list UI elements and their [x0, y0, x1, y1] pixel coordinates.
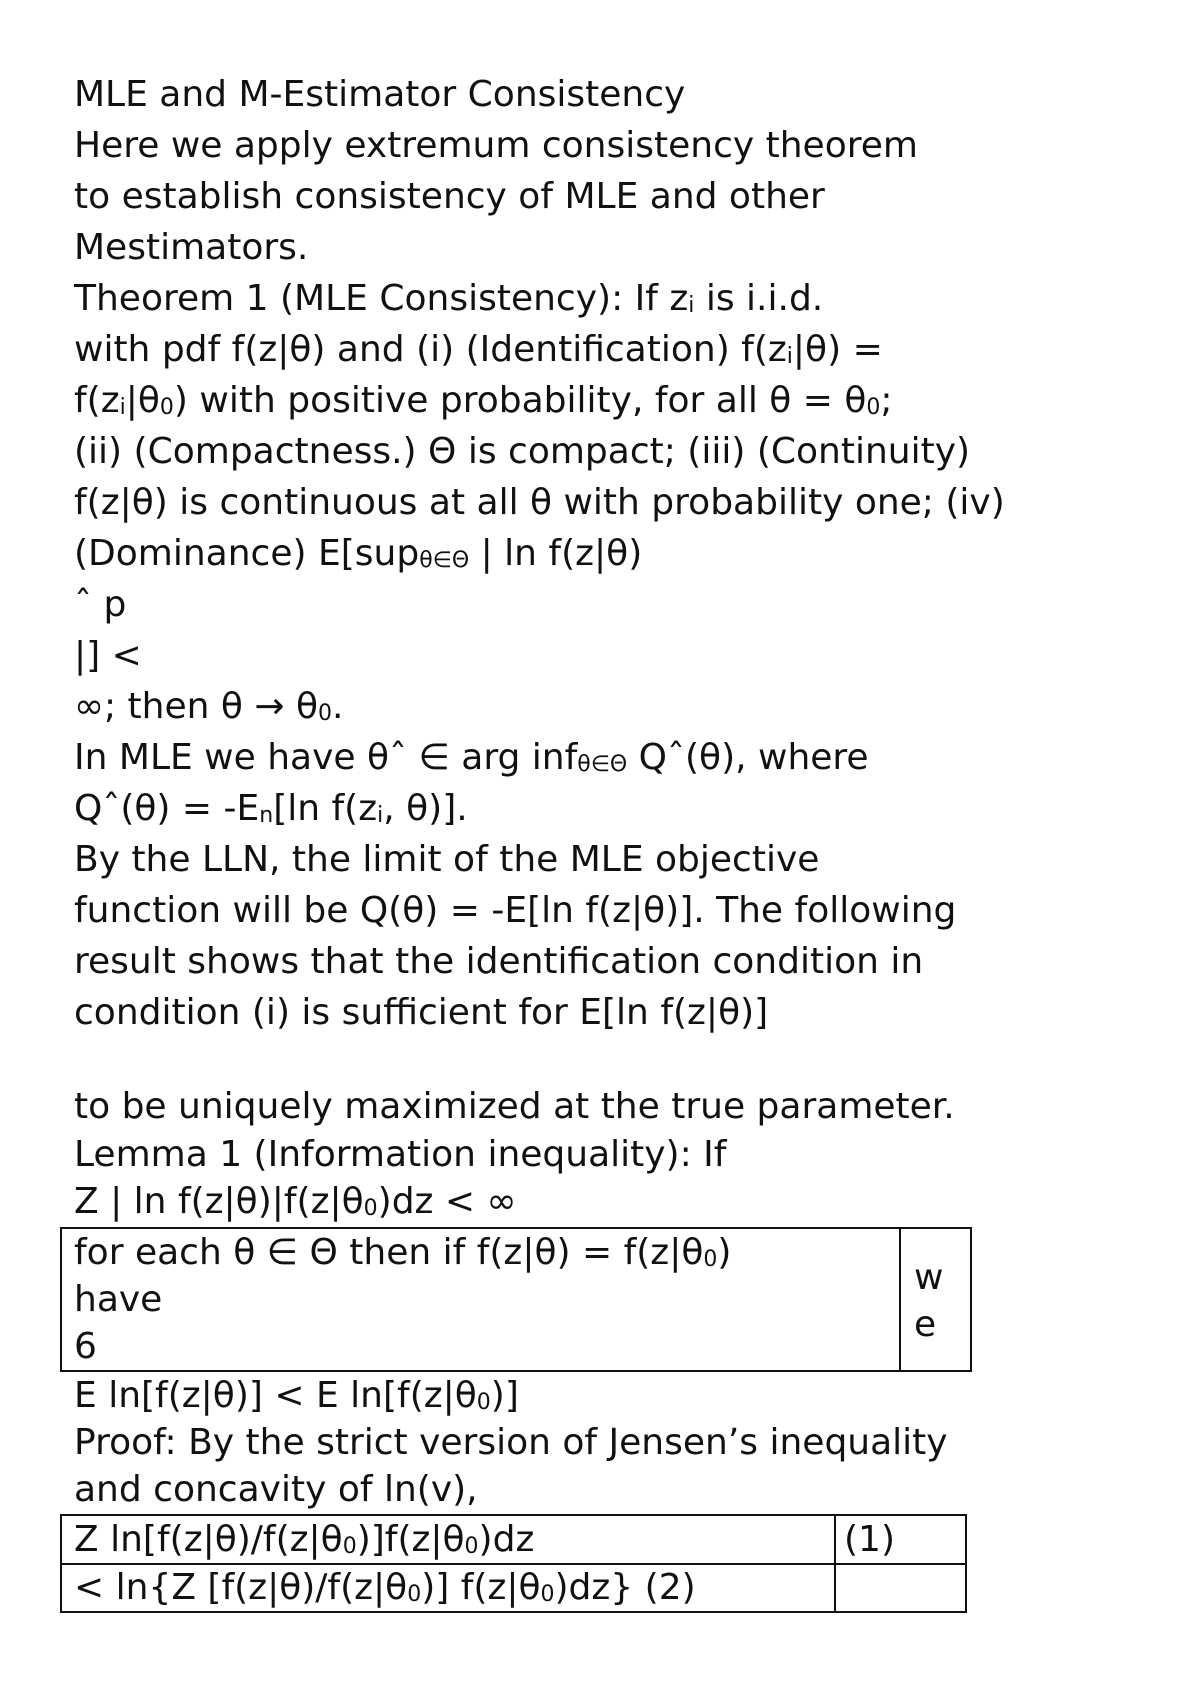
theorem-text: f(z|θ) is continuous at all θ with probability one; (iv)	[74, 482, 1005, 523]
intro-line-2	[74, 175, 825, 219]
lemma-heading	[74, 1133, 726, 1177]
lemma-right-cell-line-2: e	[914, 1304, 937, 1345]
theorem-text: ˆ p	[74, 584, 127, 625]
lemma-text: )dz < ∞	[377, 1181, 517, 1222]
intro-text: Mestimators.	[74, 227, 309, 268]
equation-text: )dz} (2)	[554, 1567, 696, 1608]
lemma-cell-text: )	[717, 1232, 732, 1273]
title-text: MLE and M-Estimator Consistency	[74, 74, 686, 115]
subscript: i	[119, 395, 126, 420]
mle-text: Qˆ(θ), where	[627, 737, 869, 778]
theorem-line-2	[74, 328, 883, 372]
subscript: n	[259, 803, 274, 828]
subscript: θ∈Θ	[419, 548, 470, 573]
theorem-line-5	[74, 481, 1005, 525]
subscript: 0	[476, 1390, 491, 1415]
lln-line-3	[74, 940, 923, 984]
theorem-line-8	[74, 634, 142, 678]
theorem-text: ) with positive probability, for all θ = θ	[173, 380, 867, 421]
proof-text: Proof: By the strict version of Jensen’s inequality	[74, 1422, 948, 1463]
equation-text: )]f(z|θ	[356, 1519, 465, 1560]
theorem-text: ;	[880, 380, 893, 421]
mle-line-1	[74, 736, 869, 780]
theorem-text: is i.i.d.	[694, 278, 824, 319]
subscript: i	[377, 803, 384, 828]
theorem-text: Theorem 1 (MLE Consistency): If z	[74, 278, 689, 319]
equation-text: )] f(z|θ	[421, 1567, 541, 1608]
lemma-text: Lemma 1 (Information inequality): If	[74, 1134, 727, 1175]
equation-row-1	[74, 1518, 534, 1562]
equation-text: Z ln[f(z|θ)/f(z|θ	[74, 1519, 343, 1560]
subscript: 0	[866, 395, 881, 420]
lln-text: result shows that the identification condition in	[74, 941, 924, 982]
lln-text: By the LLN, the limit of the MLE objective	[74, 839, 820, 880]
proof-text: and concavity of ln(v),	[74, 1469, 478, 1510]
table-divider	[62, 1563, 965, 1565]
lemma-right-cell-line-1: w	[914, 1257, 944, 1298]
subscript: 0	[407, 1582, 422, 1607]
mle-line-2	[74, 787, 468, 831]
lln-text: function will be Q(θ) = -E[ln f(z|θ)]. The following	[74, 890, 957, 931]
lemma-cell-line-2: have	[74, 1279, 163, 1320]
theorem-line-4	[74, 430, 970, 474]
mle-text: Qˆ(θ) = -E	[74, 788, 260, 829]
theorem-text: with pdf f(z|θ) and (i) (Identification) f(z	[74, 329, 787, 370]
proof-line-2	[74, 1468, 478, 1512]
lln-text: condition (i) is sufficient for E[ln f(z|θ)]	[74, 992, 769, 1033]
lemma-text: Z | ln f(z|θ)|f(z|θ	[74, 1181, 364, 1222]
intro-text: to establish consistency of MLE and other	[74, 176, 825, 217]
lln-line-4	[74, 991, 768, 1035]
table-divider	[899, 1229, 901, 1370]
theorem-line-6	[74, 532, 642, 576]
lemma-integral	[74, 1180, 517, 1224]
intro-line-1	[74, 124, 918, 168]
proof-line-1	[74, 1421, 948, 1465]
subscript: 0	[159, 395, 174, 420]
lemma-cell-text: for each θ ∈ Θ then if f(z|θ) = f(z|θ	[74, 1232, 704, 1273]
equation-text: < ln{Z [f(z|θ)/f(z|θ	[74, 1567, 408, 1608]
inequality-line	[74, 1374, 519, 1418]
subscript: 0	[318, 701, 333, 726]
equation-table	[60, 1514, 967, 1613]
lln-line-2	[74, 889, 956, 933]
subscript: i	[786, 344, 793, 369]
paragraph-continuation	[74, 1085, 955, 1129]
mle-text: [ln f(z	[273, 788, 378, 829]
inequality-text: E ln[f(z|θ)] < E ln[f(z|θ	[74, 1375, 477, 1416]
theorem-text: | ln f(z|θ)	[469, 533, 643, 574]
theorem-text: ∞; then θ → θ	[74, 686, 319, 727]
theorem-text: (ii) (Compactness.) Θ is compact; (iii) (Continuity)	[74, 431, 971, 472]
equation-number-1: (1)	[844, 1519, 895, 1560]
subscript: i	[688, 293, 695, 318]
inequality-text: )]	[490, 1375, 519, 1416]
subscript: θ∈Θ	[577, 752, 628, 777]
theorem-text: (Dominance) E[sup	[74, 533, 420, 574]
intro-line-3	[74, 226, 308, 270]
mle-text: , θ)].	[383, 788, 468, 829]
lemma-table	[60, 1227, 972, 1372]
subscript: 0	[540, 1582, 555, 1607]
lemma-cell-line-1	[74, 1231, 731, 1275]
theorem-line-7	[74, 583, 126, 627]
lemma-cell-line-3: 6	[74, 1326, 97, 1367]
subscript: 0	[363, 1196, 378, 1221]
intro-text: Here we apply extremum consistency theorem	[74, 125, 918, 166]
theorem-text: .	[332, 686, 344, 727]
page-title	[74, 73, 685, 117]
theorem-text: |θ) =	[792, 329, 883, 370]
equation-row-2	[74, 1566, 696, 1610]
equation-text: )dz	[478, 1519, 535, 1560]
theorem-text: |θ	[125, 380, 160, 421]
subscript: 0	[464, 1534, 479, 1559]
theorem-text: f(z	[74, 380, 120, 421]
mle-text: In MLE we have θˆ ∈ arg inf	[74, 737, 578, 778]
subscript: 0	[703, 1247, 718, 1272]
subscript: 0	[342, 1534, 357, 1559]
theorem-line-3	[74, 379, 893, 423]
theorem-text: |] <	[74, 635, 142, 676]
theorem-line-1	[74, 277, 823, 321]
continuation-text: to be uniquely maximized at the true parameter.	[74, 1086, 955, 1127]
theorem-line-9	[74, 685, 343, 729]
lln-line-1	[74, 838, 819, 882]
